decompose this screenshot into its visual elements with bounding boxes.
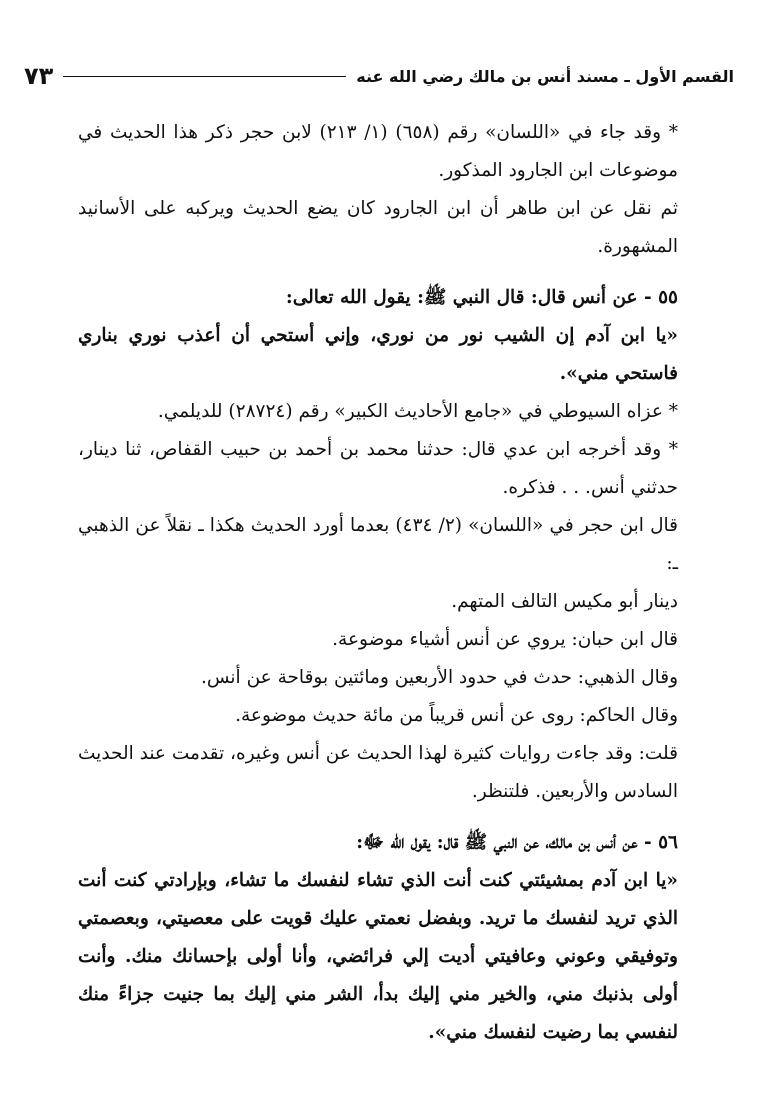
paragraph-comment: دينار أبو مكيس التالف المتهم. xyxy=(451,591,678,612)
paragraph-comment: ثم نقل عن ابن طاهر أن ابن الجارود كان يضع الحديث ويركبه على الأسانيد المشهورة. xyxy=(78,198,678,257)
paragraph-comment: قلت: وقد جاءت روايات كثيرة لهذا الحديث عن أنس وغيره، تقدمت عند الحديث السادس والأربعين. فلتنظر. xyxy=(78,743,678,802)
paragraph-comment: وقال الحاكم: روى عن أنس قريباً من مائة حديث موضوعة. xyxy=(235,705,678,726)
running-header xyxy=(24,58,734,94)
hadith-text-55: «يا ابن آدم إن الشيب نور من نوري، وإني أستحي أن أعذب نوري بناري فاستحي مني». xyxy=(78,325,678,384)
page-number: ٧٣ xyxy=(24,62,54,90)
paragraph-comment: * عزاه السيوطي في «جامع الأحاديث الكبير» رقم (٢٨٧٢٤) للديلمي. xyxy=(157,401,678,422)
paragraph-comment: * وقد جاء في «اللسان» رقم (٦٥٨) (١/ ٢١٣) لابن حجر ذكر هذا الحديث في موضوعات ابن الجارود المذكور. xyxy=(78,122,678,181)
hadith-heading-55: ٥٥ - عن أنس قال: قال النبي ﷺ: يقول الله تعالى: xyxy=(285,287,678,308)
paragraph-comment: قال ابن حبان: يروي عن أنس أشياء موضوعة. xyxy=(332,629,678,650)
page-body xyxy=(78,114,678,1052)
hadith-text-56: «يا ابن آدم بمشيئتي كنت أنت الذي تشاء لنفسك ما تشاء، وبإرادتي كنت أنت الذي تريد لنفسك ما تريد. وبفضل نعمتي عليك قويت على معصيتي، وبعصمتي وتوفيقي وعوني وعافيتي أديت إلي فرائضي، وأنا أولى بإحسانك منك. وأنت أولى بذنبك مني، والخير مني إليك بدأ، الشر مني إليك بما جنيت جزاءً منك لنفسي بما رضيت لنفسك مني». xyxy=(78,870,678,1043)
header-title: القسم الأول ـ مسند أنس بن مالك رضي الله عنه xyxy=(356,66,734,86)
header-rule xyxy=(63,76,346,77)
paragraph-comment: * وقد أخرجه ابن عدي قال: حدثنا محمد بن أحمد بن حبيب القفاص، ثنا دينار، حدثني أنس. . . فذكره. xyxy=(78,439,678,498)
hadith-heading-56: ٥٦ - عن أنس بن مالك، عن النبي ﷺ قال: يقول الله ﷻ: xyxy=(356,832,678,853)
paragraph-comment: قال ابن حجر في «اللسان» (٢/ ٤٣٤) بعدما أورد الحديث هكذا ـ نقلاً عن الذهبي ـ: xyxy=(78,515,678,574)
paragraph-comment: وقال الذهبي: حدث في حدود الأربعين ومائتين بوقاحة عن أنس. xyxy=(200,667,678,688)
